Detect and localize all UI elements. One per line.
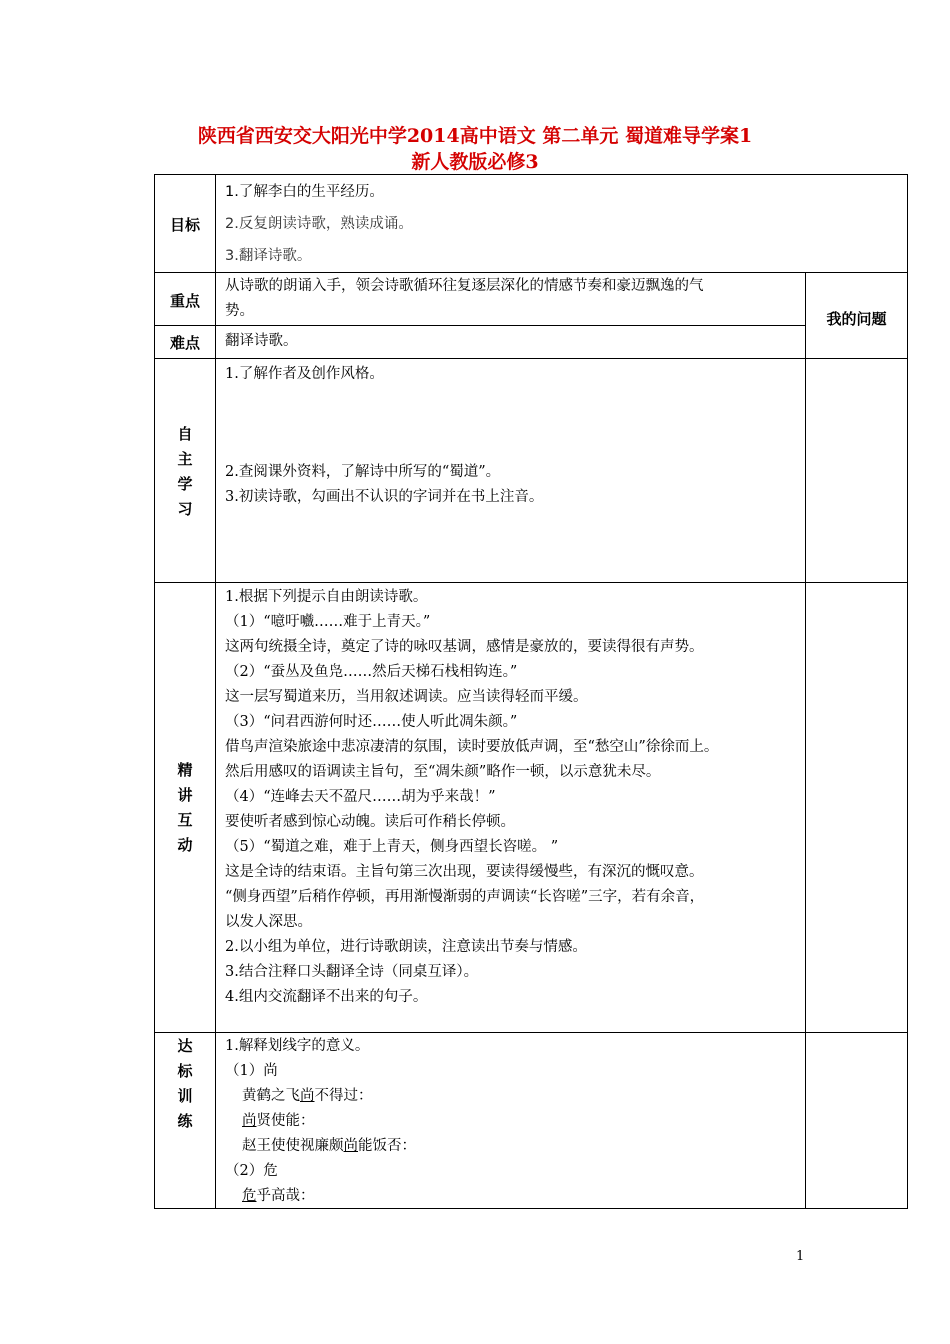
interaction-line: （3）“问君西游何时还……使人听此凋朱颜。” (225, 714, 518, 730)
interaction-line: （5）“蜀道之难，难于上青天，侧身西望长咨嗟。 ” (225, 839, 559, 855)
self-study-item: 2.查阅课外资料，了解诗中所写的“蜀道”。 (225, 464, 501, 480)
self-study-label: 自 主 学 习 (177, 425, 193, 518)
interaction-line: （1）“噫吁嚱……难于上青天。” (225, 614, 431, 630)
interaction-line: 然后用感叹的语调读主旨句，至“凋朱颜”略作一顿，以示意犹未尽。 (225, 764, 661, 780)
goal-item: 3.翻译诗歌。 (225, 248, 312, 264)
document-title-line2: 新人教版必修3 (411, 151, 539, 173)
training-sub: （2）危 (225, 1163, 278, 1179)
difficulty-label: 难点 (169, 334, 200, 352)
training-sub: （1）尚 (225, 1063, 278, 1079)
interaction-line: 这两句统摄全诗，奠定了诗的咏叹基调，感情是豪放的，要读得很有声势。 (225, 639, 704, 655)
interaction-line: （4）“连峰去天不盈尺……胡为乎来哉！” (225, 789, 496, 805)
goal-item: 2.反复朗读诗歌，熟读成诵。 (225, 216, 413, 232)
interaction-line: 3.结合注释口头翻译全诗（同桌互译）。 (225, 964, 479, 980)
interaction-line: 1.根据下列提示自由朗读诗歌。 (225, 589, 428, 605)
interaction-line: 以发人深思。 (225, 914, 312, 930)
self-study-item: 3.初读诗歌，勾画出不认识的字词并在书上注音。 (225, 489, 544, 505)
difficulty-text: 翻译诗歌。 (225, 333, 298, 349)
interaction-line: 2.以小组为单位，进行诗歌朗读，注意读出节奏与情感。 (225, 939, 587, 955)
self-study-item: 1.了解作者及创作风格。 (225, 366, 384, 382)
my-questions-label: 我的问题 (826, 310, 887, 328)
interaction-line: “侧身西望”后稍作停顿，再用渐慢渐弱的声调读“长咨嗟”三字，若有余音， (225, 889, 705, 905)
interaction-line: 这一层写蜀道来历，当用叙述调读。应当读得轻而平缓。 (225, 689, 588, 705)
training-item: 危乎高哉： (242, 1188, 315, 1204)
interaction-text (225, 585, 718, 1010)
training-item: 赵王使使视廉颇尚能饭否： (242, 1138, 416, 1154)
training-item: 黄鹤之飞尚不得过： (242, 1088, 373, 1104)
training-intro: 1.解释划线字的意义。 (225, 1038, 370, 1054)
document-title-line1: 陕西省西安交大阳光中学2014高中语文 第二单元 蜀道难导学案1 (197, 125, 753, 147)
goals-list (225, 176, 413, 272)
interaction-line: 要使听者感到惊心动魄。读后可作稍长停顿。 (225, 814, 515, 830)
interaction-label: 精 讲 互 动 (177, 761, 193, 854)
training-item: 尚贤使能： (242, 1113, 315, 1129)
interaction-line: 4.组内交流翻译不出来的句子。 (225, 989, 428, 1005)
page-number: 1 (796, 1249, 805, 1264)
training-label: 达 标 训 练 (177, 1037, 193, 1130)
interaction-line: 借鸟声渲染旅途中悲凉凄清的氛围，读时要放低声调，至“愁空山”徐徐而上。 (225, 739, 719, 755)
key-point-text: 从诗歌的朗诵入手，领会诗歌循环往复逐层深化的情感节奏和豪迈飘逸的气 势。 (225, 278, 704, 319)
goal-item: 1.了解李白的生平经历。 (225, 184, 384, 200)
interaction-line: 这是全诗的结束语。主旨句第三次出现，要读得缓慢些，有深沉的慨叹意。 (225, 864, 704, 880)
training-text (225, 1034, 416, 1209)
interaction-line: （2）“蚕丛及鱼凫……然后天梯石栈相钩连。” (225, 664, 518, 680)
key-point-label: 重点 (169, 292, 200, 310)
goal-label: 目标 (169, 216, 200, 234)
